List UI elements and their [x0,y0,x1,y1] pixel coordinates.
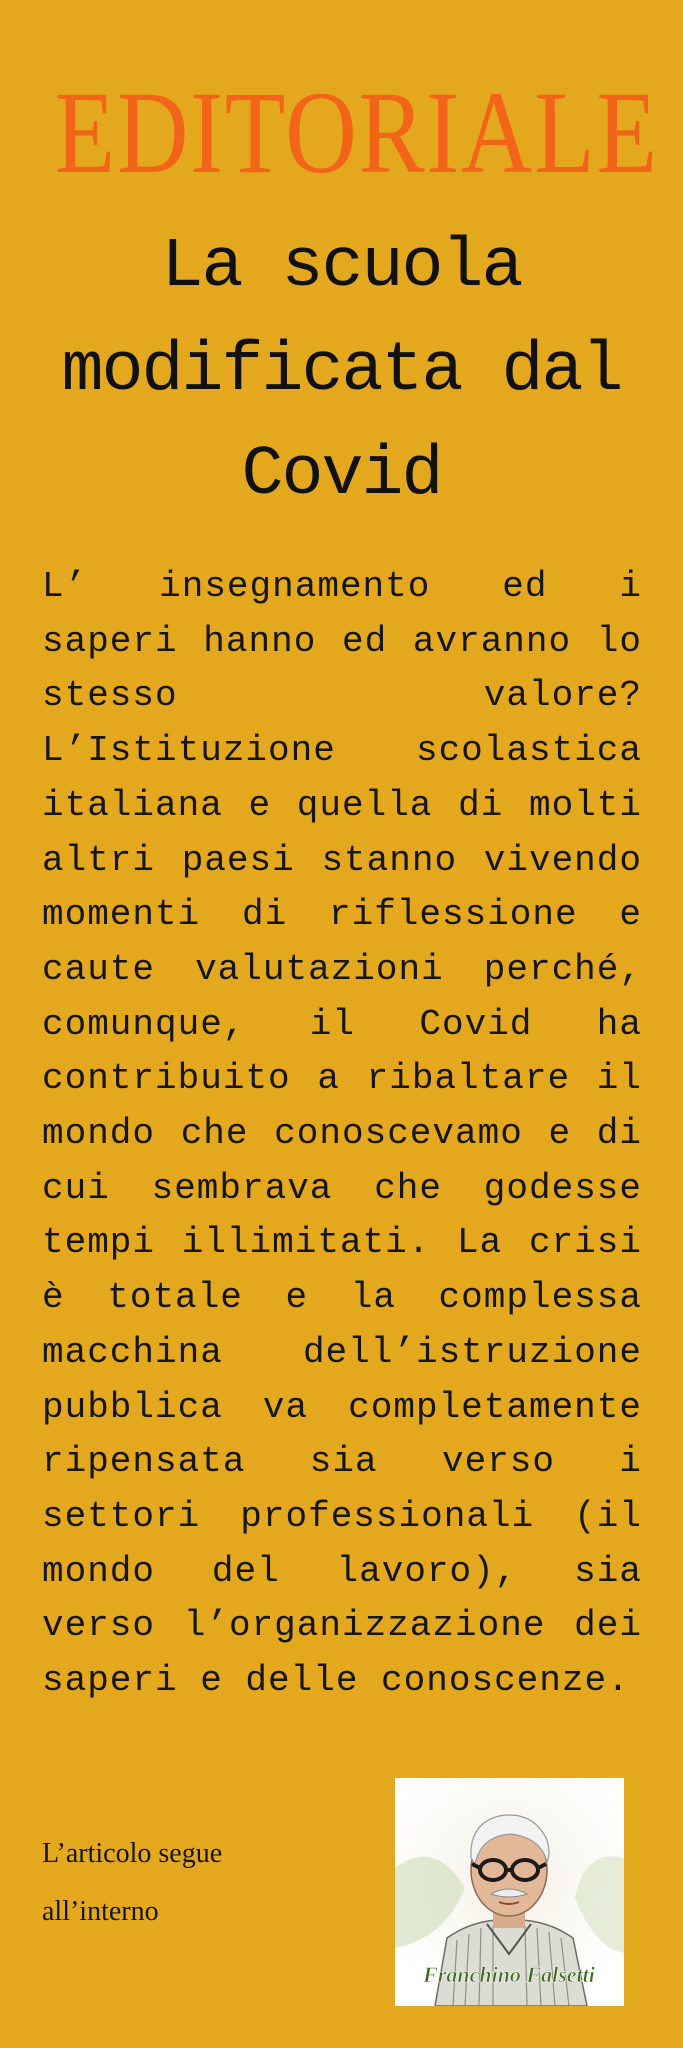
continued-inside-line-2: all’interno [42,1896,159,1927]
article-title: La scuola modificata dal Covid [61,228,622,515]
section-heading: EDITORIALE [54,67,659,198]
author-portrait [395,1778,624,2006]
article-summary: L’ insegnamento ed i saperi hanno ed avranno lo stesso valore? L’Istituzione scolastica italiana e quella di molti altri paesi stanno vivendo momenti di riflessione e caute valutazioni perché, comunque, il Covid ha contribuito a ribaltare il mondo che conoscevamo e di cui sembrava che godesse tempi illimitati. La crisi è totale e la complessa macchina dell’istruzione pubblica va completamente ripensata sia verso i settori professionali (il mondo del lavoro), sia verso l’organizzazione dei saperi e delle conoscenze. [42,566,642,1702]
continued-inside-line-1: L’articolo segue [42,1838,223,1869]
continued-inside-note [42,1825,342,1941]
author-signature: Franchino Falsetti [423,1962,595,1987]
author-portrait-illustration [395,1778,624,2006]
